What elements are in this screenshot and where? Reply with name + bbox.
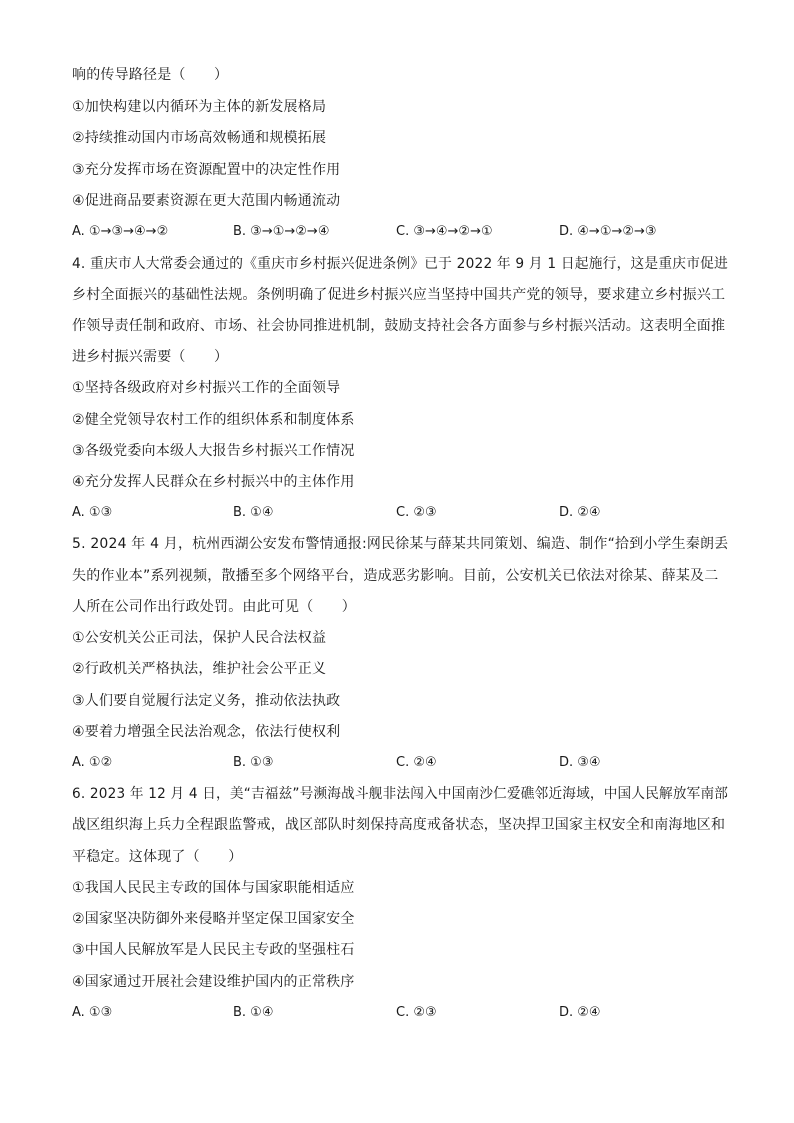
question-3-option-b: B. ③→①→②→④	[233, 224, 330, 239]
question-4-stem-line-4: 进乡村振兴需要（ ）	[72, 349, 229, 365]
question-5-stem-line-1: 5. 2024 年 4 月，杭州西湖公安发布警情通报:网民徐某与薛某共同策划、编造、制作“拾到小学生秦朗丢	[72, 536, 729, 552]
question-6-item-4: ④国家通过开展社会建设维护国内的正常秩序	[72, 974, 355, 990]
question-6-option-c: C. ②③	[396, 1005, 437, 1020]
question-6-options	[72, 1003, 732, 1023]
question-6-item-3: ③中国人民解放军是人民民主专政的坚强柱石	[72, 942, 355, 958]
question-4-item-4: ④充分发挥人民群众在乡村振兴中的主体作用	[72, 474, 355, 490]
question-4-item-1: ①坚持各级政府对乡村振兴工作的全面领导	[72, 380, 341, 396]
question-5-item-2: ②行政机关严格执法，维护社会公平正义	[72, 661, 327, 677]
question-5-item-1: ①公安机关公正司法，保护人民合法权益	[72, 630, 327, 646]
question-5-option-b: B. ①③	[233, 755, 274, 770]
question-3-item-1: ①加快构建以内循环为主体的新发展格局	[72, 99, 327, 115]
question-5-option-d: D. ③④	[559, 755, 601, 770]
question-3-stem-tail: 响的传导路径是（ ）	[72, 67, 229, 83]
question-3-item-2: ②持续推动国内市场高效畅通和规模拓展	[72, 130, 327, 146]
question-4-stem-line-1: 4. 重庆市人大常委会通过的《重庆市乡村振兴促进条例》已于 2022 年 9 月 1 日起施行，这是重庆市促进	[72, 256, 728, 272]
question-6-stem-line-1: 6. 2023 年 12 月 4 日，美“吉福兹”号濒海战斗舰非法闯入中国南沙仁爱礁邻近海域，中国人民解放军南部	[72, 786, 729, 802]
question-5-item-4: ④要着力增强全民法治观念，依法行使权利	[72, 724, 341, 740]
question-6-item-1: ①我国人民民主专政的国体与国家职能相适应	[72, 880, 355, 896]
question-4-stem-line-2: 乡村全面振兴的基础性法规。条例明确了促进乡村振兴应当坚持中国共产党的领导，要求建立乡村振兴工	[72, 287, 726, 303]
question-6-stem-line-3: 平稳定。这体现了（ ）	[72, 849, 243, 865]
question-4-option-a: A. ①③	[72, 505, 113, 520]
question-5-stem-line-3: 人所在公司作出行政处罚。由此可见（ ）	[72, 599, 356, 615]
question-3-item-4: ④促进商品要素资源在更大范围内畅通流动	[72, 193, 341, 209]
question-4-item-2: ②健全党领导农村工作的组织体系和制度体系	[72, 412, 355, 428]
question-6-item-2: ②国家坚决防御外来侵略并坚定保卫国家安全	[72, 911, 355, 927]
question-4-stem-line-3: 作领导责任制和政府、市场、社会协同推进机制，鼓励支持社会各方面参与乡村振兴活动。这表明全面推	[72, 318, 726, 334]
question-4-item-3: ③各级党委向本级人大报告乡村振兴工作情况	[72, 443, 355, 459]
question-3-option-c: C. ③→④→②→①	[396, 224, 493, 239]
question-5-options	[72, 753, 732, 773]
question-3-option-d: D. ④→①→②→③	[559, 224, 657, 239]
question-3-item-3: ③充分发挥市场在资源配置中的决定性作用	[72, 162, 341, 178]
question-3-option-a: A. ①→③→④→②	[72, 224, 169, 239]
question-6-option-b: B. ①④	[233, 1005, 274, 1020]
question-6-stem-line-2: 战区组织海上兵力全程跟监警戒，战区部队时刻保持高度戒备状态，坚决捍卫国家主权安全和南海地区和	[72, 817, 726, 833]
question-5-option-a: A. ①②	[72, 755, 113, 770]
question-5-option-c: C. ②④	[396, 755, 437, 770]
question-5-item-3: ③人们要自觉履行法定义务，推动依法执政	[72, 693, 341, 709]
question-6-option-d: D. ②④	[559, 1005, 601, 1020]
question-4-options	[72, 503, 732, 523]
question-3-options	[72, 222, 732, 242]
question-4-option-c: C. ②③	[396, 505, 437, 520]
question-5-stem-line-2: 失的作业本”系列视频，散播至多个网络平台，造成恶劣影响。目前，公安机关已依法对徐某、薛某及二	[72, 568, 719, 584]
question-6-option-a: A. ①③	[72, 1005, 113, 1020]
question-4-option-d: D. ②④	[559, 505, 601, 520]
question-4-option-b: B. ①④	[233, 505, 274, 520]
